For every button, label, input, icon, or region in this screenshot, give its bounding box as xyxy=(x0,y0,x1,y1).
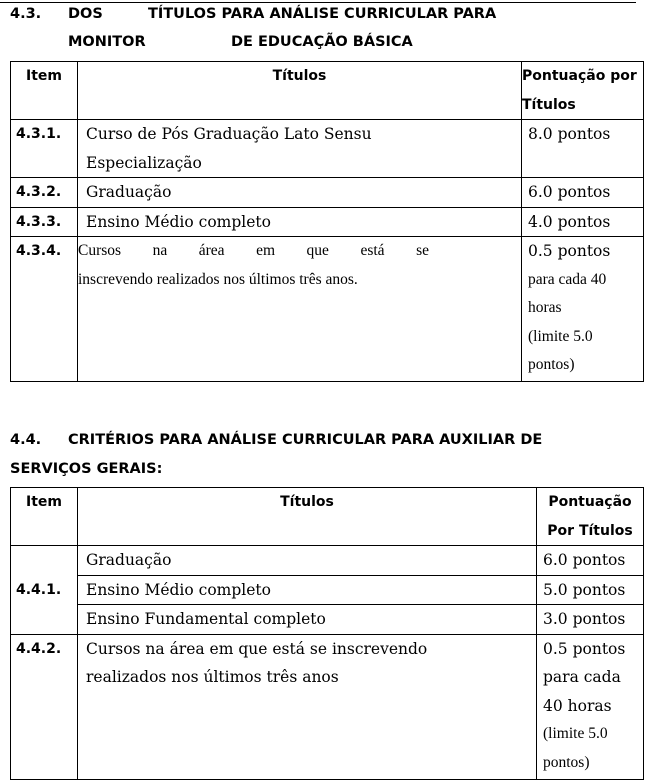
row-item: 4.3.3. xyxy=(11,207,78,237)
table-row xyxy=(11,605,644,635)
section-number: 4.4. xyxy=(10,432,42,448)
row-pontos: 6.0 pontos xyxy=(522,178,644,208)
row-titulo: Graduação xyxy=(78,546,537,576)
row-item: 4.3.2. xyxy=(11,178,78,208)
word: na xyxy=(152,242,168,259)
row-pontos xyxy=(537,634,644,779)
pontos-line: pontos) xyxy=(528,356,575,373)
word: está xyxy=(360,242,385,259)
table-row xyxy=(11,546,644,576)
header-pontuacao-line1: Pontuação xyxy=(548,494,632,510)
row-pontos: 4.0 pontos xyxy=(522,207,644,237)
row-item: 4.3.1. xyxy=(11,120,78,178)
row-titulo: Ensino Médio completo xyxy=(78,207,522,237)
header-titulos: Títulos xyxy=(78,488,537,546)
section-4-3-heading xyxy=(10,0,497,28)
pontos-line: para cada 40 xyxy=(528,270,607,288)
row-titulo-line1 xyxy=(78,237,521,266)
table-row xyxy=(11,237,644,382)
row-titulo-line2: realizados nos últimos três anos xyxy=(86,668,339,686)
header-pontuacao-line2: Por Títulos xyxy=(547,522,633,539)
section-4-4-heading-line2: SERVIÇOS GERAIS: xyxy=(10,461,163,477)
pontos-line: 0.5 pontos xyxy=(528,242,611,260)
row-titulo xyxy=(78,634,537,779)
row-titulo-line1: Curso de Pós Graduação Lato Sensu xyxy=(86,125,372,143)
word: que xyxy=(306,242,329,259)
section-4-4-heading xyxy=(10,426,543,454)
row-titulo: Ensino Médio completo xyxy=(78,575,537,605)
row-titulo-line2: Especialização xyxy=(86,153,202,172)
header-item: Item xyxy=(11,62,78,120)
section-title: CRITÉRIOS PARA ANÁLISE CURRICULAR PARA AUXILIAR DE xyxy=(68,432,543,448)
table-servicos-gerais xyxy=(10,487,644,780)
section-title-monitor: MONITOR xyxy=(68,34,146,50)
word: Cursos xyxy=(78,242,122,259)
pontos-line: 40 horas xyxy=(543,696,612,715)
row-titulo-line1: Cursos na área em que está se inscrevendo xyxy=(86,639,428,658)
section-title-word: DOS xyxy=(68,6,103,22)
table-row xyxy=(11,634,644,779)
header-pontuacao xyxy=(522,62,644,120)
row-titulo xyxy=(78,120,522,178)
row-titulo-line2: inscrevendo realizados nos últimos três anos. xyxy=(78,270,358,288)
word: em xyxy=(256,242,276,259)
section-title-educacao: DE EDUCAÇÃO BÁSICA xyxy=(231,34,413,50)
row-titulo xyxy=(78,237,522,382)
table-header-row xyxy=(11,62,644,120)
pontos-line: 0.5 pontos xyxy=(543,639,626,658)
pontos-line: (limite 5.0 xyxy=(543,725,608,742)
row-pontos: 5.0 pontos xyxy=(537,575,644,605)
row-pontos: 6.0 pontos xyxy=(537,546,644,576)
header-pontuacao xyxy=(537,488,644,546)
pontos-line: pontos) xyxy=(543,753,590,771)
section-number: 4.3. xyxy=(10,6,42,22)
header-titulos: Títulos xyxy=(78,62,522,120)
row-titulo: Graduação xyxy=(78,178,522,208)
row-pontos: 8.0 pontos xyxy=(522,120,644,178)
row-titulo: Ensino Fundamental completo xyxy=(78,605,537,635)
row-item: 4.3.4. xyxy=(11,237,78,382)
table-row xyxy=(11,178,644,208)
row-item: 4.4.2. xyxy=(11,634,78,779)
header-pontuacao-line1: Pontuação por xyxy=(522,68,637,84)
table-header-row xyxy=(11,488,644,546)
word: se xyxy=(416,242,429,259)
table-row xyxy=(11,120,644,178)
row-pontos: 3.0 pontos xyxy=(537,605,644,635)
table-row xyxy=(11,207,644,237)
table-monitor xyxy=(10,61,644,382)
pontos-line: (limite 5.0 xyxy=(528,327,593,345)
header-pontuacao-line2: Títulos xyxy=(522,96,576,113)
table-row xyxy=(11,575,644,605)
row-pontos xyxy=(522,237,644,382)
pontos-line: para cada xyxy=(543,668,621,686)
word: área xyxy=(198,242,225,259)
section-title: TÍTULOS PARA ANÁLISE CURRICULAR PARA xyxy=(148,6,497,22)
row-item: 4.4.1. xyxy=(11,546,78,635)
section-4-3-heading-line2 xyxy=(68,28,413,56)
header-item: Item xyxy=(11,488,78,546)
pontos-line: horas xyxy=(528,299,562,316)
